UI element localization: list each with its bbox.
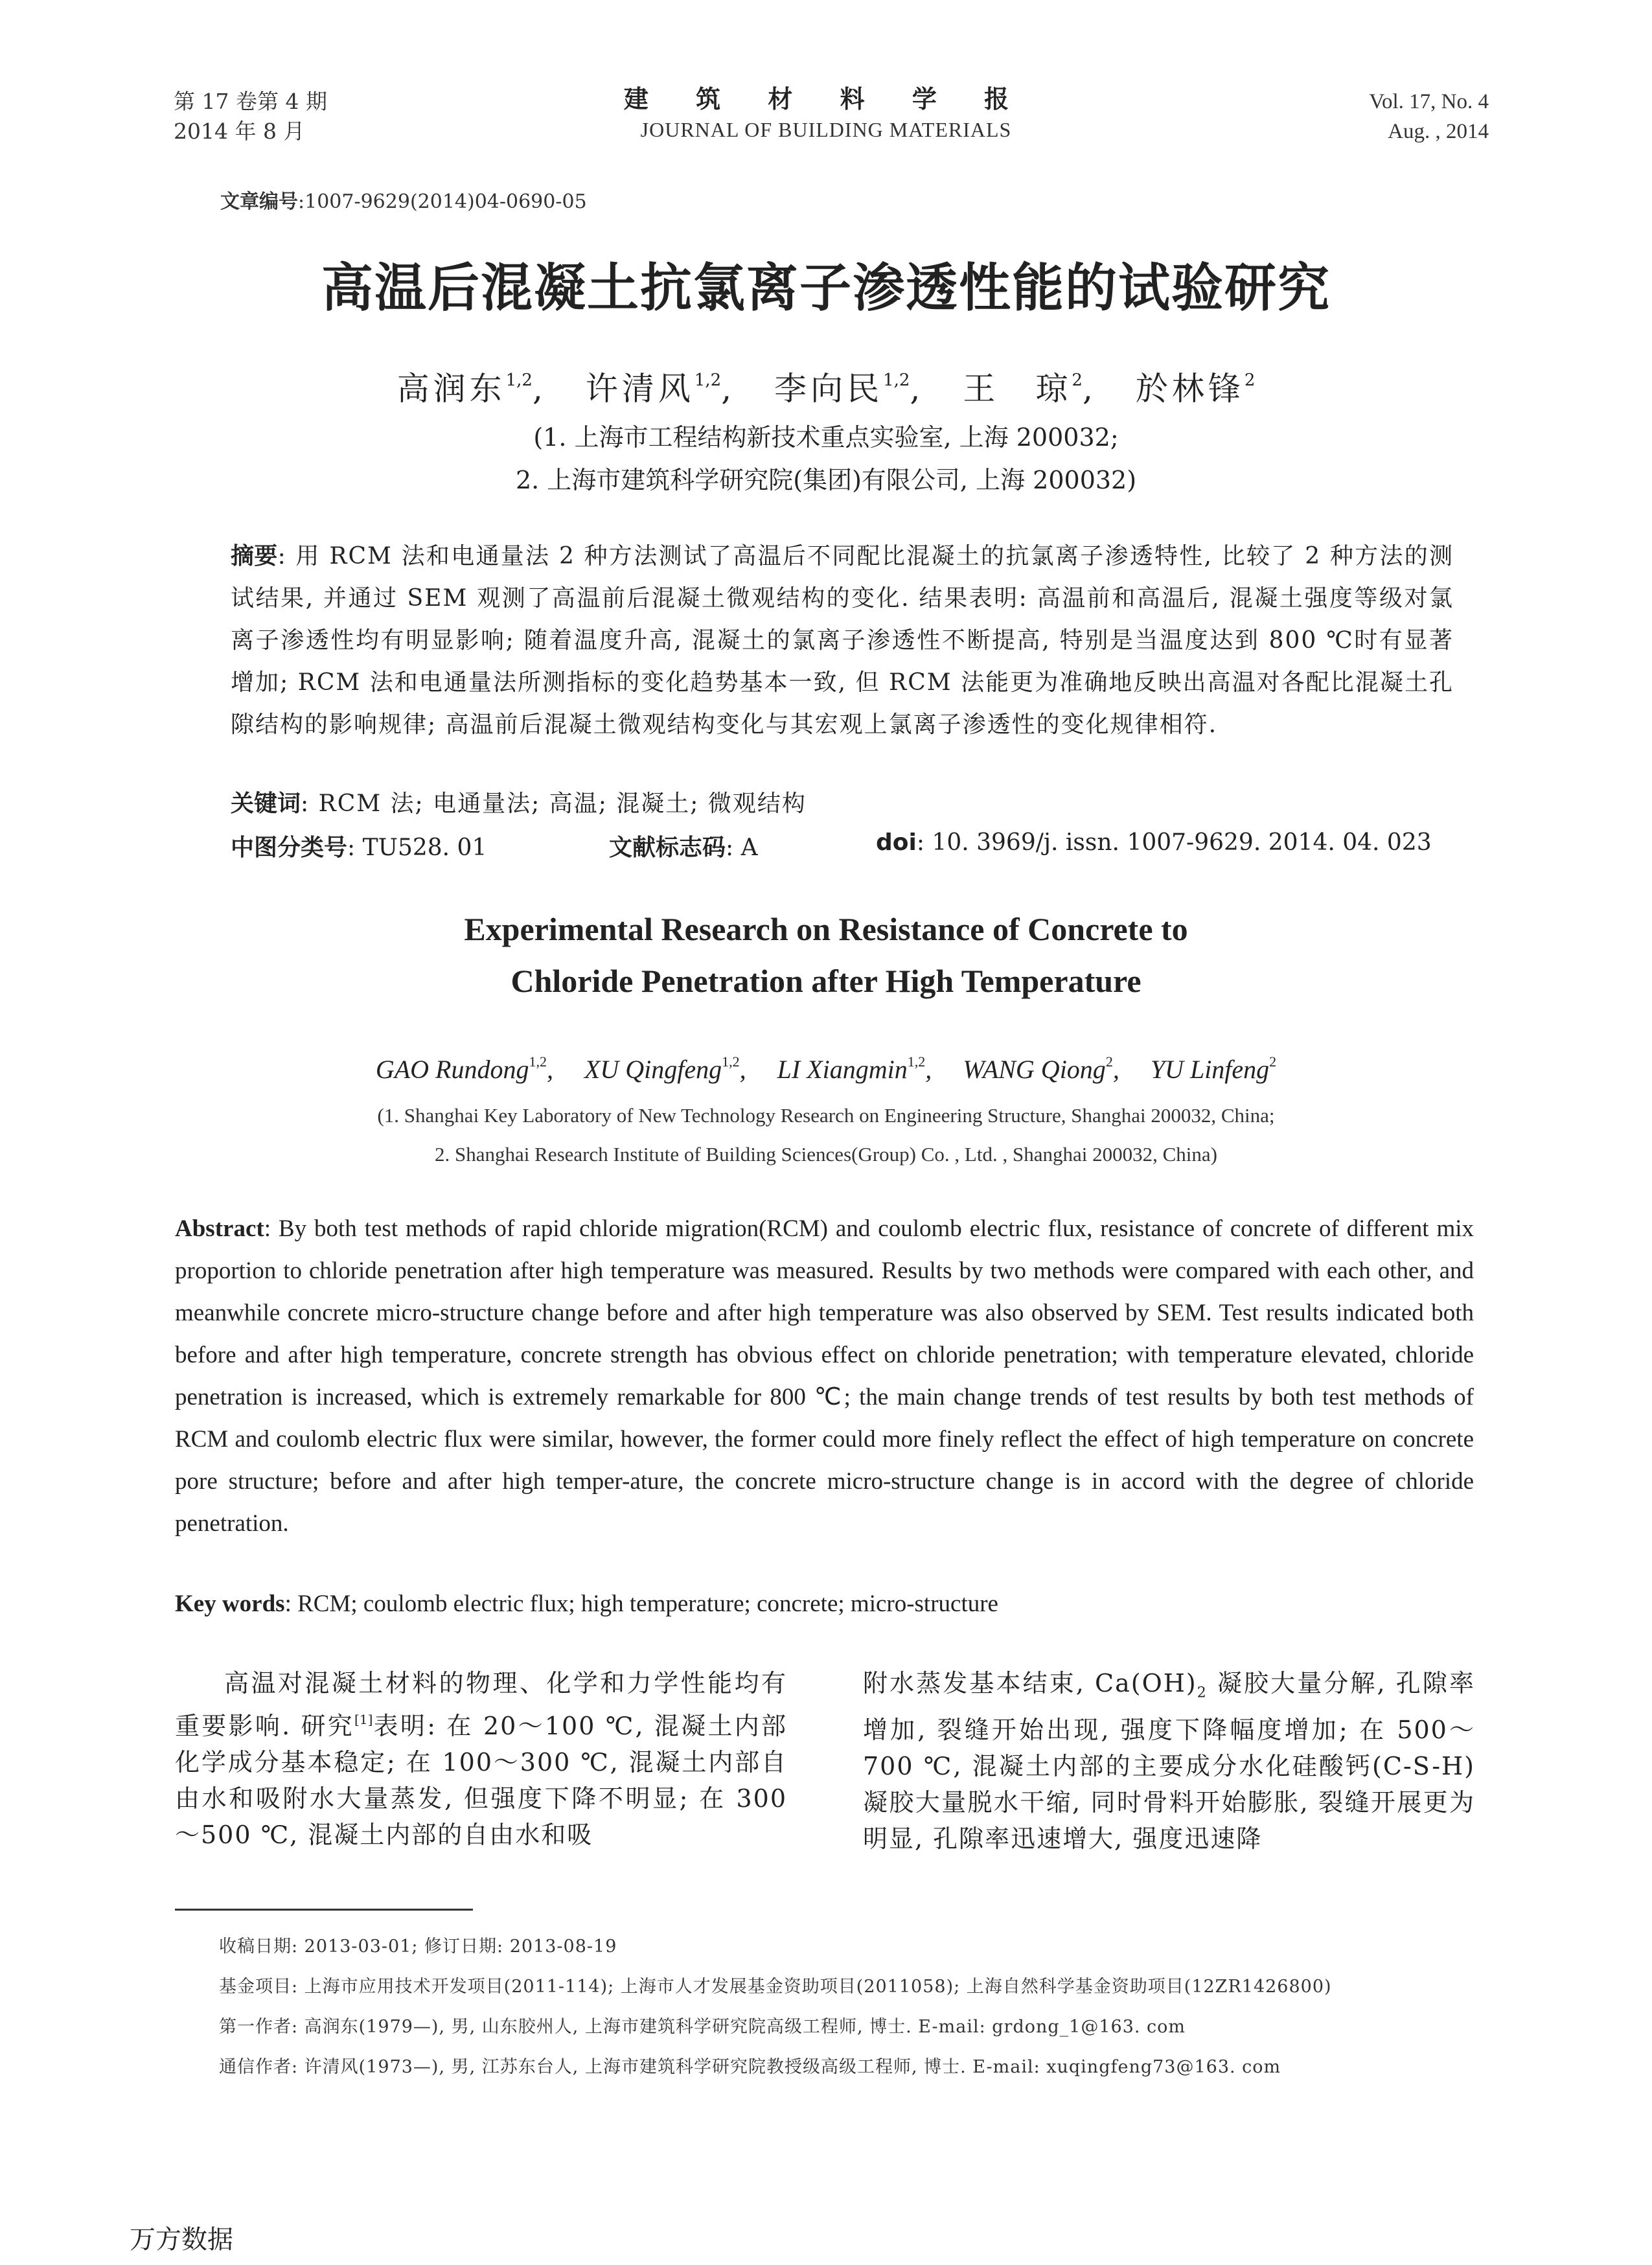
- doi: doi: 10. 3969/j. issn. 1007-9629. 2014. 04. 023: [876, 829, 1432, 856]
- author-cn: 许清风$^{1,2}$: [585, 370, 722, 408]
- footnote-rule: [175, 1909, 473, 1911]
- author-en: LI Xiangmin$^{1,2}$: [777, 1053, 926, 1084]
- body-column-left: 高温对混凝土材料的物理、化学和力学性能均有重要影响. 研究[1]表明: 在 20～100 ℃, 混凝土内部化学成分基本稳定; 在 100～300 ℃, 混凝土内部自由水和吸附水大量蒸发, 但强度下降不明显; 在 300～500 ℃, 混凝土内部的自由水和吸: [175, 1669, 787, 1849]
- keywords-cn: 关键词: RCM 法; 电通量法; 高温; 混凝土; 微观结构: [231, 790, 807, 817]
- journal-name-en: JOURNAL OF BUILDING MATERIALS: [640, 118, 1012, 141]
- author-cn: 王 琼$^2$: [963, 370, 1083, 408]
- footnote-corresponding-author: 通信作者: 许清风(1973—), 男, 江苏东台人, 上海市建筑科学研究院教授级高级工程师, 博士. E-mail: xuqingfeng73@163. com: [219, 2057, 1281, 2077]
- abstract-cn: [231, 535, 1454, 746]
- volume-en: Vol. 17, No. 4: [1369, 90, 1489, 113]
- date-cn: 2014 年 8 月: [174, 119, 305, 144]
- author-en: XU Qingfeng$^{1,2}$: [584, 1053, 740, 1084]
- affiliation-en-2: 2. Shanghai Research Institute of Building Sciences(Group) Co. , Ltd. , Shanghai 200032, China): [435, 1143, 1217, 1166]
- affiliation-cn-1: (1. 上海市工程结构新技术重点实验室, 上海 200032;: [533, 423, 1119, 452]
- author-en: YU Linfeng$^2$: [1150, 1053, 1277, 1084]
- author-cn: 李向民$^{1,2}$: [774, 370, 910, 408]
- watermark: 万方数据: [130, 2225, 233, 2255]
- footnote-received: 收稿日期: 2013-03-01; 修订日期: 2013-08-19: [219, 1937, 617, 1957]
- abstract-cn-label: 摘要: [231, 543, 278, 569]
- journal-name-cn: 建 筑 材 料 学 报: [623, 84, 1029, 113]
- author-en: WANG Qiong$^2$: [963, 1053, 1113, 1084]
- authors-en: GAO Rundong$^{1,2}$, XU Qingfeng$^{1,2}$, LI Xiangmin$^{1,2}$, WANG Qiong$^2$, YU Linfeng$^2$: [375, 1053, 1277, 1084]
- volume-cn: 第 17 卷第 4 期: [174, 89, 327, 114]
- article-number: 文章编号:1007-9629(2014)04-0690-05: [220, 190, 587, 213]
- abstract-en-text: : By both test methods of rapid chloride migration(RCM) and coulomb electric flux, resistance of concrete of different mix proportion to chloride penetration after high temperature was measured. Results by two methods were compared with each other, and meanwhile concrete micro-structure change before and after high temperature was also observed by SEM. Test results indicated both before and after high temperature, concrete strength has obvious effect on chloride penetration; with temperature elevated, chloride penetration is increased, which is extremely remarkable for 800 ℃; the main change trends of test results by both test methods of RCM and coulomb electric flux were similar, however, the former could more finely reflect the effect of high temperature on concrete pore structure; before and after high temper-ature, the concrete micro-structure change is in accord with the degree of chloride penetration.: [175, 1215, 1474, 1537]
- affiliation-en-1: (1. Shanghai Key Laboratory of New Technology Research on Engineering Structure, Shanghai 200032, China;: [377, 1104, 1275, 1127]
- author-cn: 高润东$^{1,2}$: [396, 370, 533, 408]
- header-right: [1369, 87, 1489, 146]
- keywords-en: Key words: RCM; coulomb electric flux; high temperature; concrete; micro-structure: [175, 1591, 998, 1617]
- abstract-en: [175, 1208, 1474, 1545]
- author-en: GAO Rundong$^{1,2}$: [375, 1053, 547, 1084]
- date-en: Aug. , 2014: [1388, 120, 1489, 143]
- footnote-funding: 基金项目: 上海市应用技术开发项目(2011-114); 上海市人才发展基金资助项目(2011058); 上海自然科学基金资助项目(12ZR1426800): [219, 1977, 1332, 1997]
- abstract-en-label: Abstract: [175, 1215, 264, 1242]
- footnote-first-author: 第一作者: 高润东(1979—), 男, 山东胶州人, 上海市建筑科学研究院高级工程师, 博士. E-mail: grdong_1@163. com: [219, 2017, 1186, 2037]
- abstract-cn-text: : 用 RCM 法和电通量法 2 种方法测试了高温后不同配比混凝土的抗氯离子渗透特性, 比较了 2 种方法的测试结果, 并通过 SEM 观测了高温前后混凝土微观结构的变化. 结果表明: 高温前和高温后, 混凝土强度等级对氯离子渗透性均有明显影响; 随着温度升高, 混凝土的氯离子渗透性不断提高, 特别是当温度达到 800 ℃时有显著增加; RCM 法和电通量法所测指标的变化趋势基本一致, 但 RCM 法能更为准确地反映出高温对各配比混凝土孔隙结构的影响规律; 高温前后混凝土微观结构变化与其宏观上氯离子渗透性的变化规律相符.: [231, 543, 1454, 738]
- author-cn: 於林锋$^2$: [1135, 370, 1256, 408]
- document-code: 文献标志码: A: [609, 834, 758, 861]
- citation: [1]: [354, 1712, 373, 1727]
- title-en: Experimental Research on Resistance of Concrete to Chloride Penetration after High Temperature: [464, 911, 1188, 999]
- title-cn: 高温后混凝土抗氯离子渗透性能的试验研究: [321, 258, 1331, 318]
- clc-number: 中图分类号: TU528. 01: [231, 834, 487, 861]
- affiliation-cn-2: 2. 上海市建筑科学研究院(集团)有限公司, 上海 200032): [515, 466, 1137, 494]
- body-column-right: 附水蒸发基本结束, $Ca(OH)_2$ 凝胶大量分解, 孔隙率增加, 裂缝开始出现, 强度下降幅度增加; 在 500～700 ℃, 混凝土内部的主要成分水化硅酸钙(C-S-H)凝胶大量脱水干缩, 同时骨料开始膨胀, 裂缝开展更为明显, 孔隙率迅速增大, 强度迅速降: [863, 1669, 1475, 1853]
- authors-cn: 高润东$^{1,2}$, 许清风$^{1,2}$, 李向民$^{1,2}$, 王 琼$^2$, 於林锋$^2$: [396, 370, 1256, 408]
